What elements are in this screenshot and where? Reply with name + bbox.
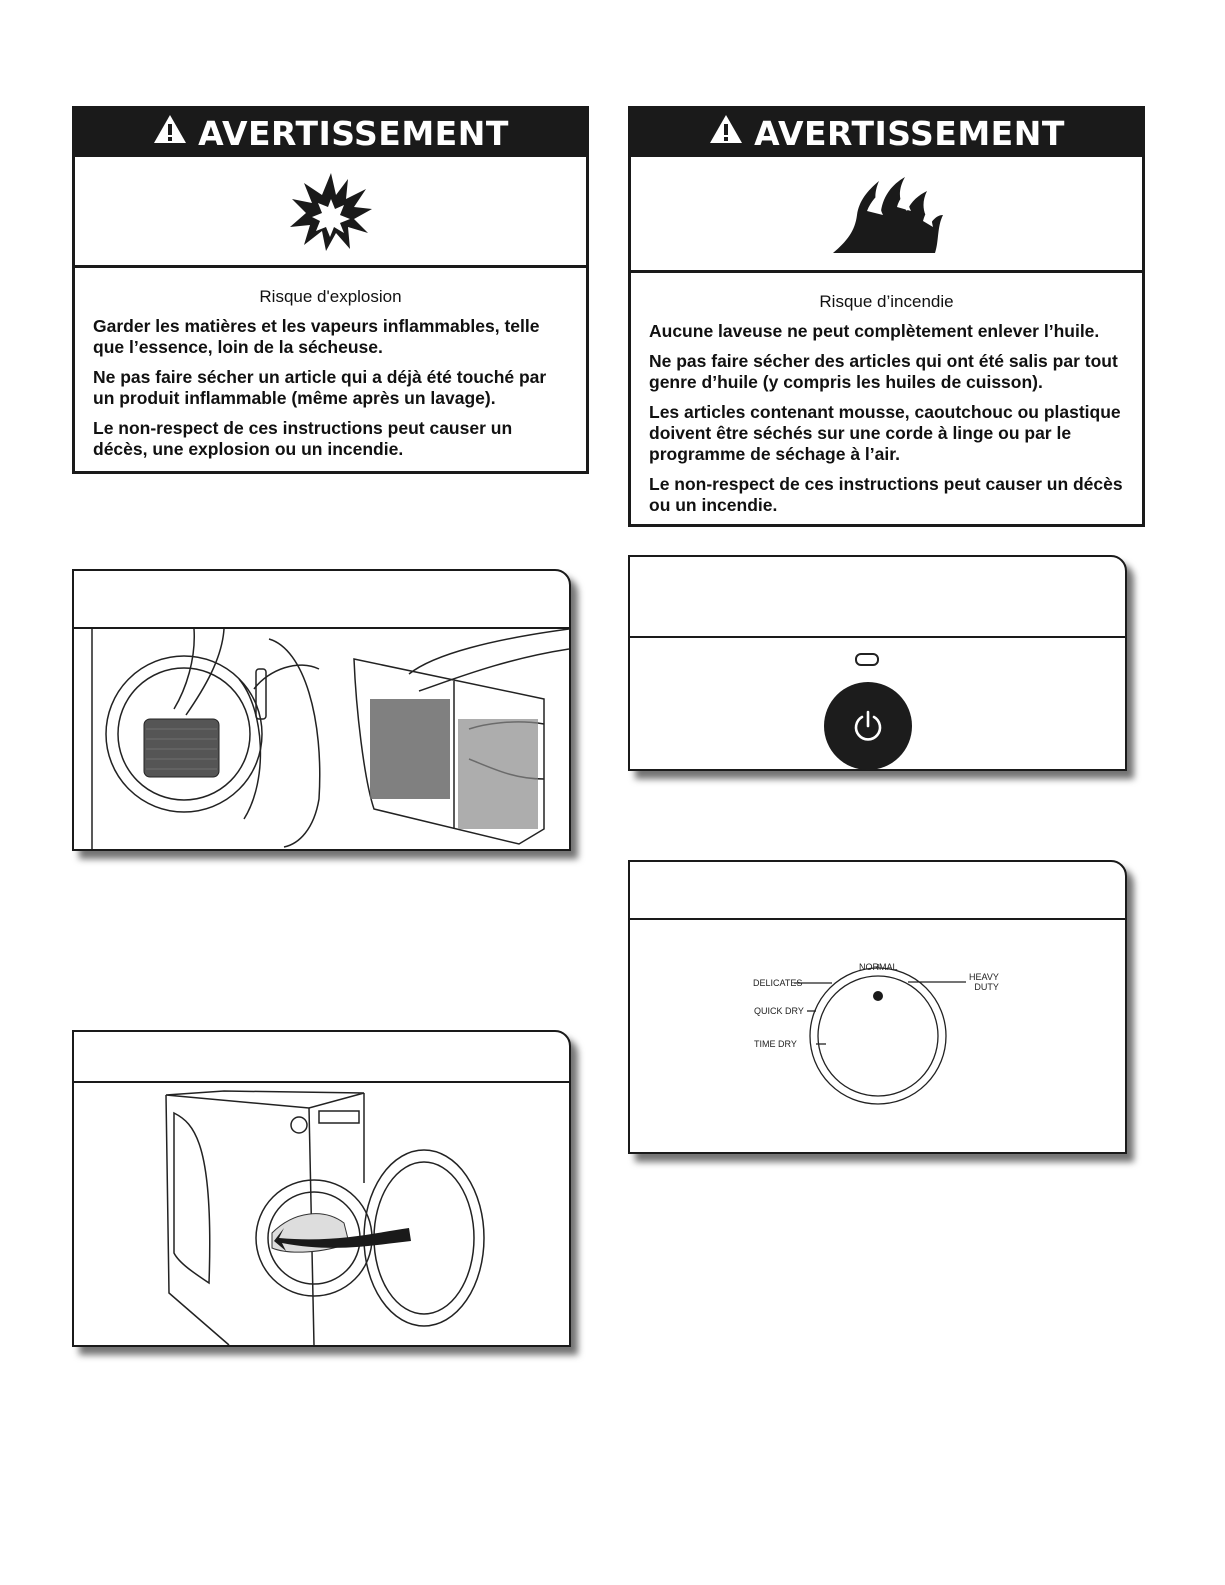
explosion-icon: [286, 169, 376, 253]
fire-icon: [827, 171, 947, 257]
power-panel: [628, 555, 1127, 771]
dial-label-quick-dry: QUICK DRY: [754, 1006, 804, 1016]
warning-line: Ne pas faire sécher des articles qui ont été salis par tout genre d’huile (y compris les huiles de cuisson).: [649, 351, 1118, 392]
cycle-dial-panel: [628, 860, 1127, 1154]
dial-label-delicates: DELICATES: [753, 978, 803, 988]
warning-box-explosion: [72, 106, 589, 474]
dial-label-heavy-duty: [969, 972, 999, 992]
risk-title: Risque d'explosion: [259, 287, 402, 306]
load-dryer-panel: [72, 1030, 571, 1347]
panel-header: [74, 571, 569, 629]
warning-icon-row: [75, 157, 586, 268]
warning-line: Garder les matières et les vapeurs inflammables, telle que l’essence, loin de la sécheuse.: [93, 316, 540, 357]
lint-filter-panel: [72, 569, 571, 851]
warning-triangle-icon: [152, 113, 188, 153]
power-body: [630, 638, 1125, 771]
lint-filter-illustration: [74, 629, 569, 849]
panel-header: [74, 1032, 569, 1083]
warning-body: [631, 273, 1142, 539]
warning-title: AVERTISSEMENT: [754, 113, 1065, 153]
dial-label-time-dry: TIME DRY: [754, 1039, 797, 1049]
warning-line: Les articles contenant mousse, caoutchouc ou plastique doivent être séchés sur une corde à linge ou par le programme de séchage à l’air.: [649, 402, 1121, 464]
load-dryer-illustration: [74, 1083, 569, 1347]
warning-triangle-icon: [708, 113, 744, 153]
dial-label-normal: NORMAL: [859, 962, 898, 972]
warning-icon-row: [631, 157, 1142, 273]
warning-line: Le non-respect de ces instructions peut causer un décès ou un incendie.: [649, 474, 1123, 515]
warning-line: Ne pas faire sécher un article qui a déjà été touché par un produit inflammable (même après un lavage).: [93, 367, 547, 408]
cycle-dial-graphic: [630, 920, 1125, 1154]
warning-header: [631, 109, 1142, 157]
cycle-dial-body: [630, 920, 1125, 1154]
power-icon: [850, 708, 886, 744]
panel-header: [630, 862, 1125, 920]
power-button[interactable]: [824, 682, 912, 770]
dial-label-heavy: HEAVY: [969, 972, 999, 982]
power-indicator-light: [855, 653, 879, 666]
warning-header: [75, 109, 586, 157]
warning-line: Aucune laveuse ne peut complètement enlever l’huile.: [649, 321, 1100, 341]
panel-header: [630, 557, 1125, 638]
dial-label-duty: DUTY: [974, 982, 999, 992]
risk-title: Risque d’incendie: [819, 292, 954, 311]
warning-title: AVERTISSEMENT: [198, 113, 509, 153]
warning-body: [75, 268, 586, 483]
warning-line: Le non-respect de ces instructions peut causer un décès, une explosion ou un incendie.: [93, 418, 513, 459]
warning-box-fire: [628, 106, 1145, 527]
